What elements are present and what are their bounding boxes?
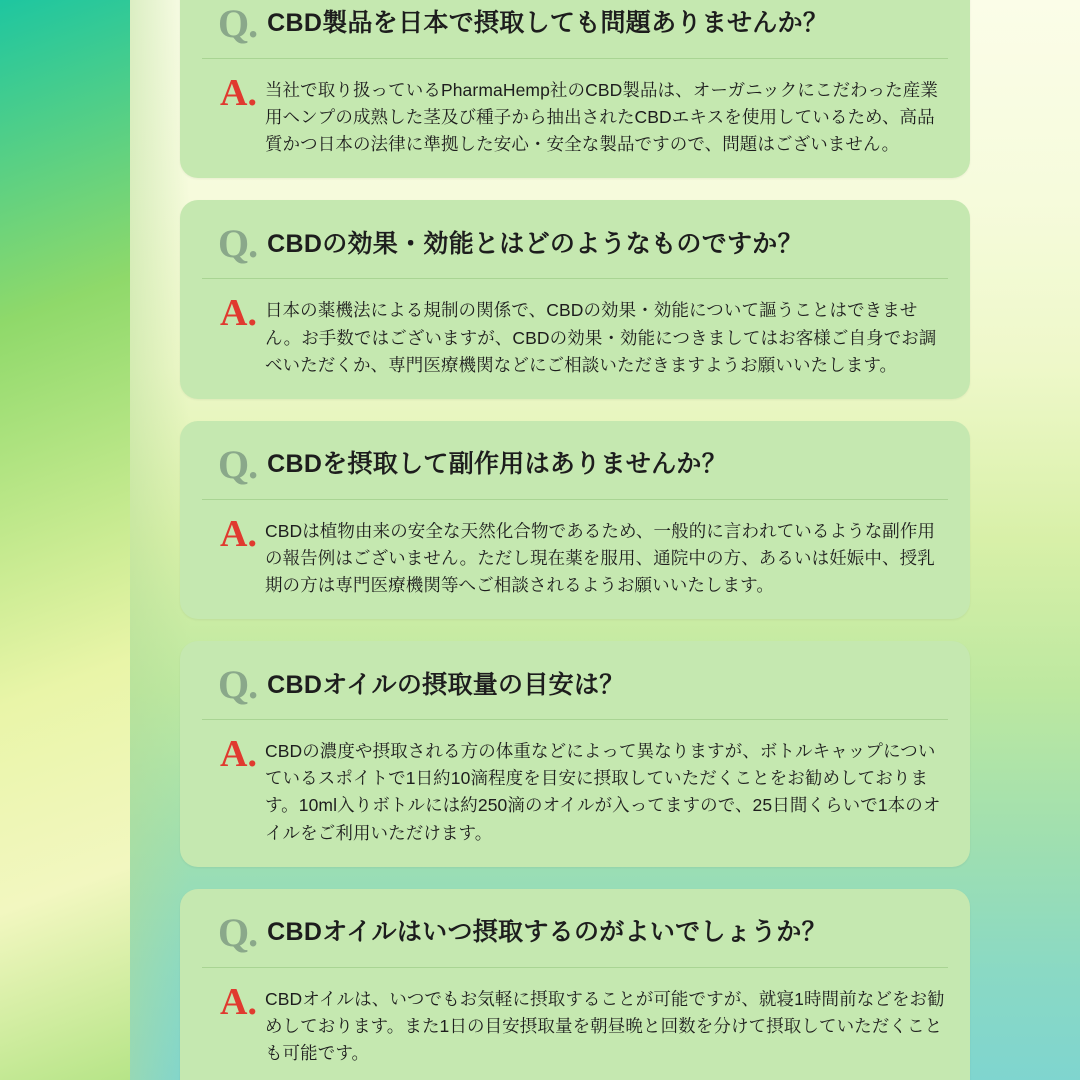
faq-item bbox=[180, 0, 970, 178]
answer-marker-icon: A. bbox=[220, 72, 257, 114]
faq-question-text: CBDオイルの摂取量の目安は？ bbox=[267, 670, 625, 699]
faq-answer-row bbox=[202, 720, 948, 849]
faq-question-row bbox=[202, 0, 948, 59]
faq-answer-row bbox=[202, 500, 948, 601]
faq-answer-text: 日本の薬機法による規制の関係で、CBDの効果・効能について謳うことはできません。お手数ではございますが、CBDの効果・効能につきましてはお客様ご自身でお調べいただくか、専門医療機関などにご相談いただきますようお願いいたします。 bbox=[264, 300, 937, 375]
question-marker-icon: Q. bbox=[218, 221, 258, 267]
faq-list bbox=[180, 0, 970, 1080]
faq-question-text: CBDを摂取して副作用はありませんか？ bbox=[267, 450, 727, 479]
faq-question-text: CBDの効果・効能とはどのようなものですか？ bbox=[267, 229, 803, 258]
question-marker-icon: Q. bbox=[218, 441, 258, 487]
faq-item bbox=[180, 889, 970, 1080]
question-marker-icon: Q. bbox=[218, 909, 258, 955]
faq-item bbox=[180, 200, 970, 398]
faq-answer-text: CBDオイルは、いつでもお気軽に摂取することが可能ですが、就寝1時間前などをお勧めしております。また1日の目安摂取量を朝昼晩と回数を分けて摂取していただくことも可能です。 bbox=[264, 988, 945, 1063]
answer-marker-icon: A. bbox=[220, 512, 257, 555]
faq-answer-text: 当社で取り扱っているPharmaHemp社のCBD製品は、オーガニックにこだわった産業用ヘンプの成熟した茎及び種子から抽出されたCBDエキスを使用しているため、高品質かつ日本の法律に準拠した安心・安全な製品ですので、問題はございません。 bbox=[264, 80, 938, 155]
faq-item bbox=[180, 421, 970, 619]
answer-marker-icon: A. bbox=[220, 292, 257, 335]
answer-marker-icon: A. bbox=[220, 980, 257, 1023]
question-marker-icon: Q. bbox=[218, 662, 258, 708]
faq-question-row bbox=[202, 903, 948, 968]
question-marker-icon: Q. bbox=[218, 1, 258, 46]
faq-answer-row bbox=[202, 968, 948, 1069]
faq-question-row bbox=[202, 214, 948, 279]
faq-answer-row bbox=[202, 279, 948, 380]
faq-answer-text: CBDの濃度や摂取される方の体重などによって異なりますが、ボトルキャップについているスポイトで1日約10滴程度を目安に摂取していただくことをお勧めしております。10ml入りボトルには約250滴のオイルが入ってますので、25日間くらいで1本のオイルをご利用いただけます。 bbox=[264, 741, 941, 843]
faq-answer-text: CBDは植物由来の安全な天然化合物であるため、一般的に言われているような副作用の報告例はございません。ただし現在薬を服用、通院中の方、あるいは妊娠中、授乳期の方は専門医療機関等へご相談されるようお願いいたします。 bbox=[264, 520, 936, 595]
faq-question-text: CBD製品を日本で摂取しても問題ありませんか？ bbox=[267, 9, 829, 38]
answer-marker-icon: A. bbox=[220, 733, 257, 776]
faq-item bbox=[180, 641, 970, 867]
faq-question-text: CBDオイルはいつ摂取するのがよいでしょうか？ bbox=[267, 918, 827, 946]
faq-question-row bbox=[202, 655, 948, 720]
page-sheet bbox=[130, 0, 1080, 1080]
faq-answer-row bbox=[202, 59, 948, 160]
faq-question-row bbox=[202, 435, 948, 500]
